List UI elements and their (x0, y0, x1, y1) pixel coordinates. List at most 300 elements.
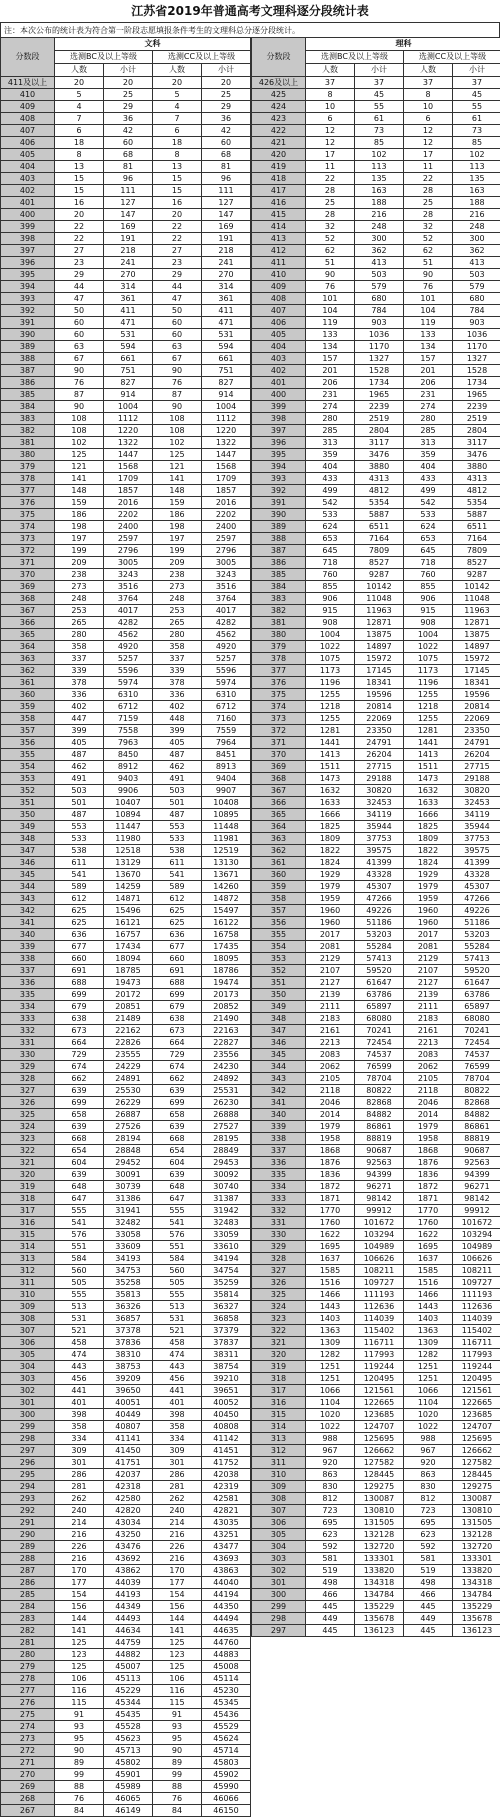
value-cell: 4313 (453, 473, 500, 485)
segment-cell: 405 (252, 329, 306, 341)
segment-cell: 384 (1, 401, 55, 413)
table-row (1, 1505, 251, 1517)
table-row (252, 1265, 500, 1277)
value-cell: 60 (104, 137, 153, 149)
table-row (1, 77, 251, 89)
value-cell: 43477 (202, 1541, 251, 1553)
table-row (1, 833, 251, 845)
value-cell: 1447 (104, 449, 153, 461)
value-cell: 27715 (355, 761, 404, 773)
segment-cell: 350 (1, 809, 55, 821)
value-cell: 7164 (453, 533, 500, 545)
table-row (252, 389, 500, 401)
value-cell: 2796 (202, 545, 251, 557)
value-cell: 127582 (355, 1457, 404, 1469)
value-cell: 830 (306, 1481, 355, 1493)
segment-cell: 393 (252, 473, 306, 485)
value-cell: 456 (153, 1373, 202, 1385)
table-row (1, 1541, 251, 1553)
value-cell: 44882 (104, 1649, 153, 1661)
value-cell: 855 (306, 581, 355, 593)
value-cell: 218 (104, 245, 153, 257)
value-cell: 1173 (404, 665, 453, 677)
value-cell: 123685 (453, 1409, 500, 1421)
value-cell: 313 (404, 437, 453, 449)
segment-cell: 299 (1, 1421, 55, 1433)
value-cell: 24791 (453, 737, 500, 749)
segment-cell: 321 (1, 1157, 55, 1169)
value-cell: 503 (55, 785, 104, 797)
table-row (1, 365, 251, 377)
segment-cell: 406 (1, 137, 55, 149)
value-cell: 5974 (202, 677, 251, 689)
value-cell: 45007 (104, 1661, 153, 1673)
value-cell: 60 (55, 317, 104, 329)
value-cell: 214 (153, 1517, 202, 1529)
value-cell: 90687 (453, 1145, 500, 1157)
value-cell: 40807 (104, 1421, 153, 1433)
value-cell: 1327 (355, 353, 404, 365)
table-row (1, 437, 251, 449)
value-cell: 26229 (104, 1097, 153, 1109)
segment-cell: 389 (1, 341, 55, 353)
table-row (1, 1409, 251, 1421)
value-cell: 1441 (404, 737, 453, 749)
segment-cell: 324 (252, 1301, 306, 1313)
table-row (1, 449, 251, 461)
value-cell: 22163 (202, 1025, 251, 1037)
value-cell: 108211 (453, 1265, 500, 1277)
value-cell: 78704 (355, 1073, 404, 1085)
value-cell: 57413 (453, 953, 500, 965)
value-cell: 6 (55, 125, 104, 137)
value-cell: 109727 (355, 1277, 404, 1289)
value-cell: 81 (104, 161, 153, 173)
value-cell: 117993 (453, 1349, 500, 1361)
value-cell: 104989 (355, 1241, 404, 1253)
segment-cell: 328 (252, 1253, 306, 1265)
value-cell: 51186 (355, 917, 404, 929)
value-cell: 718 (306, 557, 355, 569)
value-cell: 11963 (355, 605, 404, 617)
value-cell: 1020 (306, 1409, 355, 1421)
segment-cell: 381 (252, 617, 306, 629)
value-cell: 134784 (355, 1589, 404, 1601)
value-cell: 581 (404, 1553, 453, 1565)
table-row (252, 401, 500, 413)
value-cell: 1633 (306, 797, 355, 809)
value-cell: 3880 (355, 461, 404, 473)
segment-cell: 370 (1, 569, 55, 581)
table-row (1, 425, 251, 437)
value-cell: 23555 (104, 1049, 153, 1061)
table-row (1, 125, 251, 137)
value-cell: 13 (55, 161, 104, 173)
value-cell: 10142 (453, 581, 500, 593)
table-row (1, 1697, 251, 1709)
cum-header: 小计 (202, 64, 251, 77)
segment-cell: 319 (252, 1361, 306, 1373)
value-cell: 82868 (453, 1097, 500, 1109)
value-cell: 402 (55, 701, 104, 713)
value-cell: 99 (153, 1769, 202, 1781)
value-cell: 32483 (202, 1217, 251, 1229)
table-row (1, 641, 251, 653)
like-body (252, 77, 500, 1637)
value-cell: 1281 (306, 725, 355, 737)
table-row (252, 269, 500, 281)
value-cell: 560 (153, 1265, 202, 1277)
table-row (252, 1373, 500, 1385)
value-cell: 78704 (453, 1073, 500, 1085)
value-cell: 411 (104, 305, 153, 317)
value-cell: 1511 (404, 761, 453, 773)
value-cell: 647 (55, 1193, 104, 1205)
value-cell: 44194 (202, 1589, 251, 1601)
value-cell: 812 (404, 1493, 453, 1505)
table-row (1, 1169, 251, 1181)
value-cell: 12871 (355, 617, 404, 629)
value-cell: 197 (153, 533, 202, 545)
value-cell: 147 (202, 209, 251, 221)
value-cell: 43476 (104, 1541, 153, 1553)
value-cell: 92563 (453, 1157, 500, 1169)
value-cell: 115402 (453, 1325, 500, 1337)
value-cell: 679 (55, 1001, 104, 1013)
value-cell: 116711 (355, 1337, 404, 1349)
table-row (252, 377, 500, 389)
segment-cell: 295 (1, 1469, 55, 1481)
value-cell: 37753 (453, 833, 500, 845)
value-cell: 638 (153, 1013, 202, 1025)
value-cell: 699 (55, 989, 104, 1001)
table-row (1, 173, 251, 185)
table-row (252, 137, 500, 149)
table-row (252, 1553, 500, 1565)
table-row (1, 1241, 251, 1253)
value-cell: 44 (55, 281, 104, 293)
value-cell: 144 (55, 1613, 104, 1625)
value-cell: 38311 (202, 1349, 251, 1361)
value-cell: 135678 (453, 1613, 500, 1625)
value-cell: 21490 (202, 1013, 251, 1025)
value-cell: 2046 (306, 1097, 355, 1109)
value-cell: 22 (153, 221, 202, 233)
value-cell: 967 (404, 1445, 453, 1457)
value-cell: 241 (202, 257, 251, 269)
value-cell: 37 (306, 77, 355, 89)
value-cell: 505 (55, 1277, 104, 1289)
value-cell: 130810 (453, 1505, 500, 1517)
value-cell: 441 (153, 1385, 202, 1397)
value-cell: 280 (153, 629, 202, 641)
segment-cell: 274 (1, 1721, 55, 1733)
value-cell: 163 (355, 185, 404, 197)
value-cell: 9287 (453, 569, 500, 581)
value-cell: 37378 (104, 1325, 153, 1337)
segment-cell: 348 (252, 1013, 306, 1025)
value-cell: 645 (306, 545, 355, 557)
value-cell: 262 (153, 1493, 202, 1505)
value-cell: 555 (55, 1289, 104, 1301)
value-cell: 285 (306, 425, 355, 437)
value-cell: 1363 (404, 1325, 453, 1337)
value-cell: 41399 (355, 857, 404, 869)
table-row (1, 1193, 251, 1205)
table-row (1, 137, 251, 149)
table-row (1, 1025, 251, 1037)
value-cell: 1516 (306, 1277, 355, 1289)
value-cell: 17 (404, 149, 453, 161)
value-cell: 9287 (355, 569, 404, 581)
value-cell: 358 (55, 1421, 104, 1433)
value-cell: 38310 (104, 1349, 153, 1361)
segment-cell: 367 (252, 785, 306, 797)
segment-cell: 374 (252, 701, 306, 713)
value-cell: 14871 (104, 893, 153, 905)
value-cell: 188 (453, 197, 500, 209)
segment-cell: 336 (1, 977, 55, 989)
value-cell: 28195 (202, 1133, 251, 1145)
value-cell: 39575 (453, 845, 500, 857)
value-cell: 37 (453, 77, 500, 89)
value-cell: 30820 (453, 785, 500, 797)
value-cell: 74537 (453, 1049, 500, 1061)
segment-cell: 298 (252, 1613, 306, 1625)
table-row (1, 89, 251, 101)
value-cell: 148 (153, 485, 202, 497)
value-cell: 39575 (355, 845, 404, 857)
value-cell: 462 (153, 761, 202, 773)
table-row (252, 545, 500, 557)
value-cell: 334 (55, 1433, 104, 1445)
value-cell: 1632 (306, 785, 355, 797)
value-cell: 513 (55, 1301, 104, 1313)
segment-cell: 403 (1, 173, 55, 185)
value-cell: 201 (306, 365, 355, 377)
count-header: 人数 (404, 64, 453, 77)
value-cell: 76 (306, 281, 355, 293)
table-row (252, 977, 500, 989)
table-row (252, 1313, 500, 1325)
table-row (252, 1205, 500, 1217)
value-cell: 827 (104, 377, 153, 389)
value-cell: 38754 (202, 1361, 251, 1373)
value-cell: 34754 (202, 1265, 251, 1277)
value-cell: 589 (153, 881, 202, 893)
segment-cell: 340 (252, 1109, 306, 1121)
value-cell: 1004 (202, 401, 251, 413)
value-cell: 1022 (306, 641, 355, 653)
value-cell: 74537 (355, 1049, 404, 1061)
value-cell: 85 (355, 137, 404, 149)
value-cell: 2062 (306, 1061, 355, 1073)
value-cell: 7809 (355, 545, 404, 557)
value-cell: 1004 (104, 401, 153, 413)
value-cell: 45230 (202, 1685, 251, 1697)
value-cell: 2017 (306, 929, 355, 941)
segment-cell: 362 (1, 665, 55, 677)
value-cell: 55 (355, 101, 404, 113)
value-cell: 218 (202, 245, 251, 257)
value-cell: 26230 (202, 1097, 251, 1109)
value-cell: 1734 (355, 377, 404, 389)
segment-cell: 320 (252, 1349, 306, 1361)
segment-cell: 346 (1, 857, 55, 869)
segment-cell: 273 (1, 1733, 55, 1745)
value-cell: 10895 (202, 809, 251, 821)
value-cell: 441 (55, 1385, 104, 1397)
value-cell: 1876 (306, 1157, 355, 1169)
value-cell: 24230 (202, 1061, 251, 1073)
table-row (1, 593, 251, 605)
value-cell: 44635 (202, 1625, 251, 1637)
value-cell: 106 (153, 1673, 202, 1685)
value-cell: 124707 (453, 1421, 500, 1433)
segment-cell: 389 (252, 521, 306, 533)
value-cell: 1979 (404, 1121, 453, 1133)
value-cell: 41141 (104, 1433, 153, 1445)
value-cell: 52 (404, 233, 453, 245)
value-cell: 401 (55, 1397, 104, 1409)
value-cell: 22069 (355, 713, 404, 725)
segment-cell: 411及以上 (1, 77, 55, 89)
segment-cell: 357 (1, 725, 55, 737)
value-cell: 914 (202, 389, 251, 401)
table-row (1, 209, 251, 221)
value-cell: 401 (153, 1397, 202, 1409)
segment-cell: 353 (1, 773, 55, 785)
value-cell: 487 (55, 749, 104, 761)
value-cell: 45307 (355, 881, 404, 893)
value-cell: 830 (404, 1481, 453, 1493)
value-cell: 31387 (202, 1193, 251, 1205)
segment-cell: 380 (252, 629, 306, 641)
value-cell: 555 (55, 1205, 104, 1217)
value-cell: 11048 (355, 593, 404, 605)
segment-cell: 425 (252, 89, 306, 101)
segment-cell: 386 (1, 377, 55, 389)
value-cell: 104 (404, 305, 453, 317)
value-cell: 28848 (104, 1145, 153, 1157)
segment-cell: 378 (252, 653, 306, 665)
table-row (1, 1709, 251, 1721)
value-cell: 68 (202, 149, 251, 161)
value-cell: 238 (153, 569, 202, 581)
value-cell: 2016 (202, 497, 251, 509)
value-cell: 4812 (453, 485, 500, 497)
table-row (252, 1181, 500, 1193)
segment-cell: 356 (1, 737, 55, 749)
table-row (252, 473, 500, 485)
table-row (252, 1541, 500, 1553)
segment-cell: 394 (252, 461, 306, 473)
table-row (252, 233, 500, 245)
value-cell: 362 (355, 245, 404, 257)
value-cell: 6511 (355, 521, 404, 533)
value-cell: 1327 (453, 353, 500, 365)
value-cell: 2804 (355, 425, 404, 437)
value-cell: 449 (306, 1613, 355, 1625)
value-cell: 73 (355, 125, 404, 137)
table-row (252, 677, 500, 689)
value-cell: 2111 (404, 1001, 453, 1013)
value-cell: 1836 (404, 1169, 453, 1181)
table-row (252, 1001, 500, 1013)
table-row (1, 1769, 251, 1781)
table-row (252, 845, 500, 857)
table-row (252, 929, 500, 941)
value-cell: 42318 (104, 1481, 153, 1493)
segment-cell: 322 (252, 1325, 306, 1337)
table-row (252, 1121, 500, 1133)
segment-cell: 415 (252, 209, 306, 221)
value-cell: 169 (202, 221, 251, 233)
value-cell: 498 (404, 1577, 453, 1589)
table-row (252, 1517, 500, 1529)
value-cell: 5257 (202, 653, 251, 665)
value-cell: 1979 (404, 881, 453, 893)
value-cell: 21489 (104, 1013, 153, 1025)
value-cell: 5354 (355, 497, 404, 509)
value-cell: 1979 (306, 1121, 355, 1133)
table-row (1, 1337, 251, 1349)
segment-cell: 410 (1, 89, 55, 101)
value-cell: 102 (453, 149, 500, 161)
value-cell: 286 (55, 1469, 104, 1481)
segment-cell: 304 (1, 1361, 55, 1373)
segment-cell: 347 (1, 845, 55, 857)
value-cell: 2597 (202, 533, 251, 545)
value-cell: 44 (153, 281, 202, 293)
value-cell: 1876 (404, 1157, 453, 1169)
value-cell: 148 (55, 485, 104, 497)
segment-cell: 391 (1, 317, 55, 329)
table-row (1, 341, 251, 353)
value-cell: 286 (153, 1469, 202, 1481)
value-cell: 658 (153, 1109, 202, 1121)
value-cell: 653 (404, 533, 453, 545)
table-row (1, 1637, 251, 1649)
value-cell: 111193 (355, 1289, 404, 1301)
value-cell: 63 (55, 341, 104, 353)
value-cell: 1809 (404, 833, 453, 845)
value-cell: 101672 (355, 1217, 404, 1229)
value-cell: 125695 (355, 1433, 404, 1445)
segment-cell: 354 (1, 761, 55, 773)
value-cell: 14897 (453, 641, 500, 653)
value-cell: 1959 (306, 893, 355, 905)
value-cell: 135229 (453, 1601, 500, 1613)
wenke-table (0, 37, 251, 1817)
value-cell: 3516 (202, 581, 251, 593)
value-cell: 1960 (306, 905, 355, 917)
value-cell: 90 (404, 269, 453, 281)
value-cell: 604 (153, 1157, 202, 1169)
segment-cell: 312 (1, 1265, 55, 1277)
value-cell: 654 (153, 1145, 202, 1157)
value-cell: 40808 (202, 1421, 251, 1433)
value-cell: 94399 (453, 1169, 500, 1181)
value-cell: 699 (153, 989, 202, 1001)
value-cell: 36327 (202, 1301, 251, 1313)
table-row (252, 1505, 500, 1517)
segment-cell: 365 (1, 629, 55, 641)
segment-cell: 330 (252, 1229, 306, 1241)
value-cell: 16122 (202, 917, 251, 929)
value-cell: 6 (306, 113, 355, 125)
value-cell: 53203 (453, 929, 500, 941)
